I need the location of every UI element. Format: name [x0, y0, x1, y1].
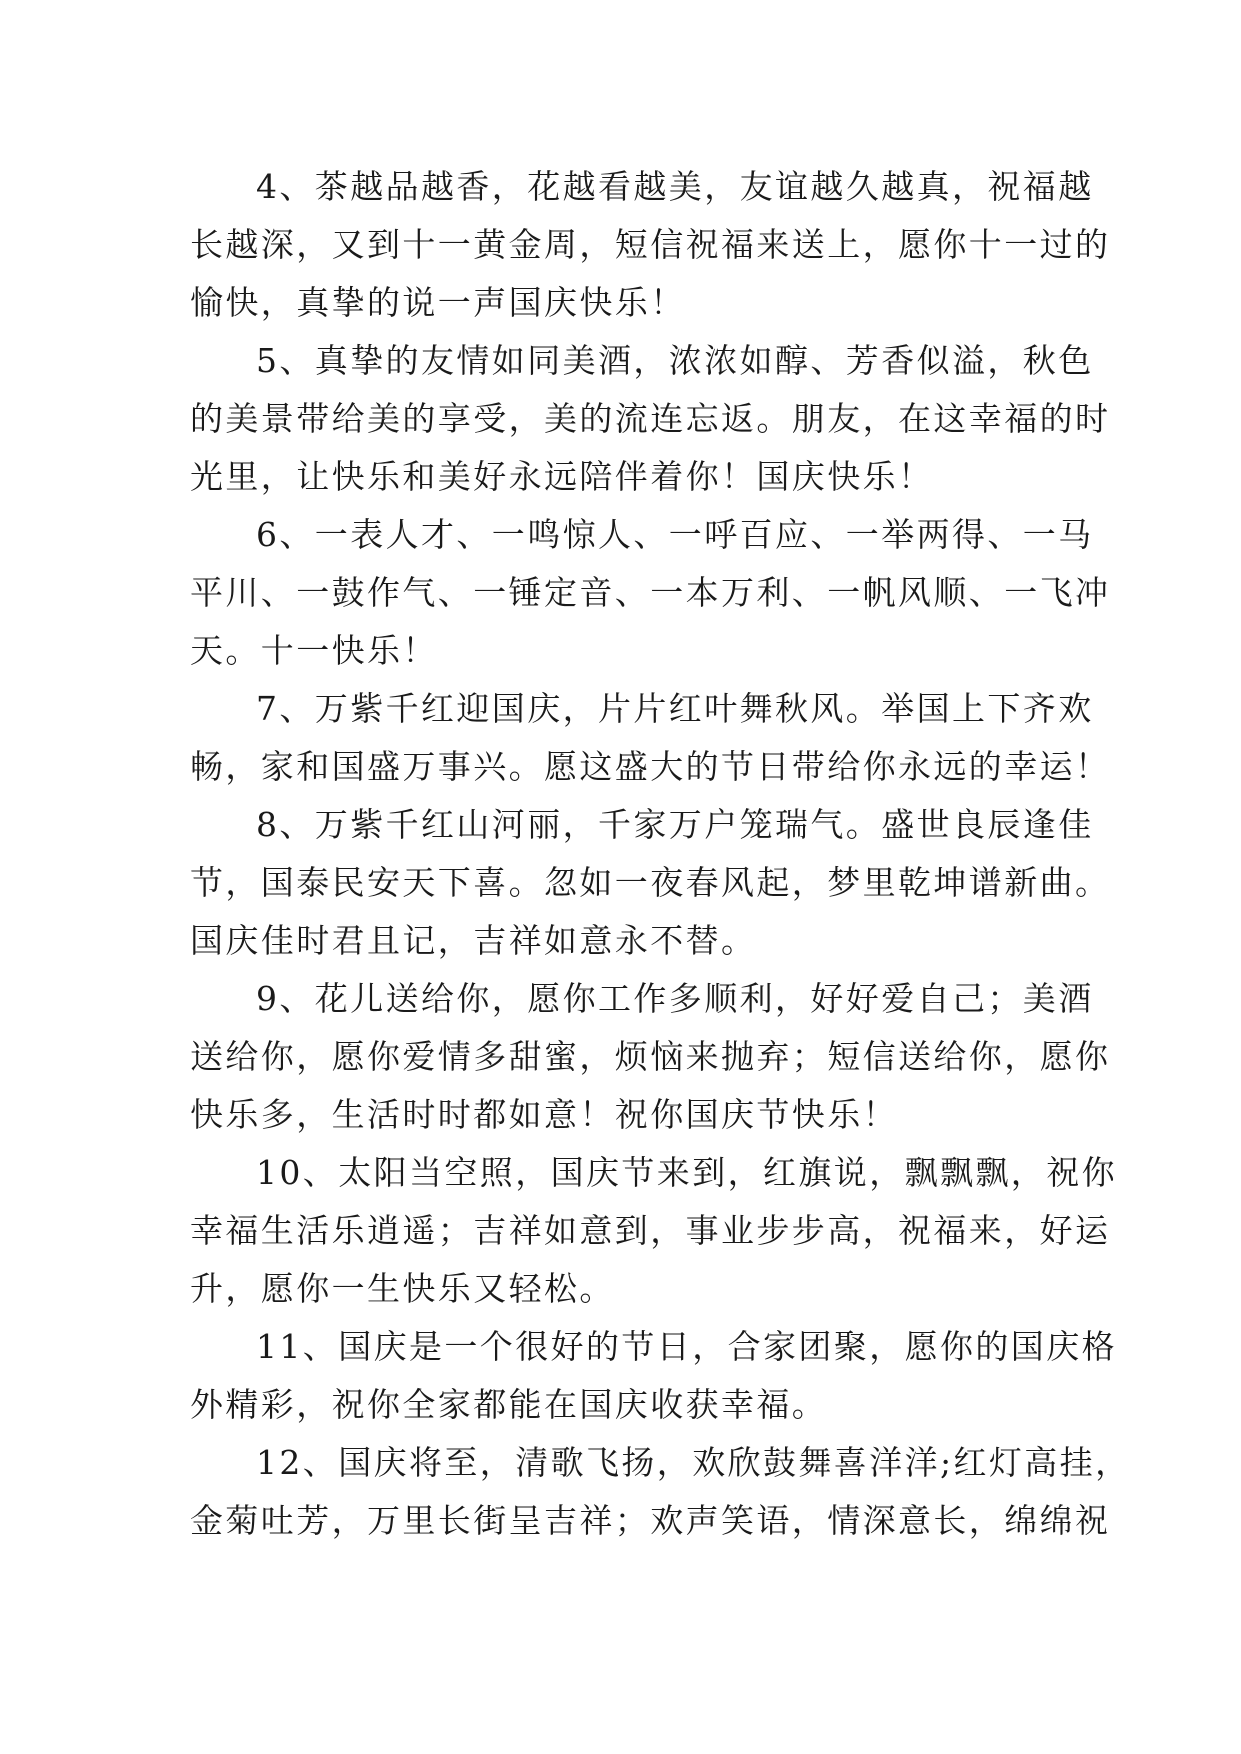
text-line: 9、花儿送给你，愿你工作多顺利，好好爱自己；美酒 [256, 979, 1094, 1018]
text-line: 金菊吐芳，万里长街呈吉祥；欢声笑语，情深意长，绵绵祝 [190, 1501, 1111, 1540]
paragraph-8 [190, 796, 1111, 970]
text-line: 畅，家和国盛万事兴。愿这盛大的节日带给你永远的幸运！ [190, 747, 1111, 786]
text-line: 4、茶越品越香，花越看越美，友谊越久越真，祝福越 [256, 167, 1094, 206]
text-line: 11、国庆是一个很好的节日，合家团聚，愿你的国庆格 [256, 1327, 1117, 1366]
text-line: 国庆佳时君且记，吉祥如意永不替。 [190, 921, 757, 960]
paragraph-5 [190, 332, 1111, 506]
text-line: 幸福生活乐逍遥；吉祥如意到，事业步步高，祝福来，好运 [190, 1211, 1111, 1250]
paragraph-4 [190, 158, 1111, 332]
text-line: 光里，让快乐和美好永远陪伴着你！国庆快乐！ [190, 457, 934, 496]
text-line: 升，愿你一生快乐又轻松。 [190, 1269, 615, 1308]
text-line: 平川、一鼓作气、一锤定音、一本万利、一帆风顺、一飞冲 [190, 573, 1111, 612]
document-body [190, 158, 1131, 1550]
text-line: 12、国庆将至，清歌飞扬，欢欣鼓舞喜洋洋;红灯高挂， [256, 1443, 1131, 1482]
text-line: 送给你，愿你爱情多甜蜜，烦恼来抛弃；短信送给你，愿你 [190, 1037, 1111, 1076]
text-line: 6、一表人才、一鸣惊人、一呼百应、一举两得、一马 [256, 515, 1094, 554]
paragraph-7 [190, 680, 1111, 796]
text-line: 5、真挚的友情如同美酒，浓浓如醇、芳香似溢，秋色 [256, 341, 1094, 380]
text-line: 长越深，又到十一黄金周，短信祝福来送上，愿你十一过的 [190, 225, 1111, 264]
text-line: 外精彩，祝你全家都能在国庆收获幸福。 [190, 1385, 828, 1424]
text-line: 愉快，真挚的说一声国庆快乐！ [190, 283, 686, 322]
text-line: 8、万紫千红山河丽，千家万户笼瑞气。盛世良辰逢佳 [256, 805, 1094, 844]
text-line: 天。十一快乐！ [190, 631, 438, 670]
paragraph-12 [190, 1434, 1131, 1550]
text-line: 节，国泰民安天下喜。忽如一夜春风起，梦里乾坤谱新曲。 [190, 863, 1111, 902]
text-line: 10、太阳当空照，国庆节来到，红旗说，飘飘飘，祝你 [256, 1153, 1117, 1192]
paragraph-10 [190, 1144, 1117, 1318]
text-line: 的美景带给美的享受，美的流连忘返。朋友，在这幸福的时 [190, 399, 1111, 438]
paragraph-11 [190, 1318, 1117, 1434]
text-line: 7、万紫千红迎国庆，片片红叶舞秋风。举国上下齐欢 [256, 689, 1094, 728]
text-line: 快乐多，生活时时都如意！祝你国庆节快乐！ [190, 1095, 898, 1134]
paragraph-9 [190, 970, 1111, 1144]
paragraph-6 [190, 506, 1111, 680]
